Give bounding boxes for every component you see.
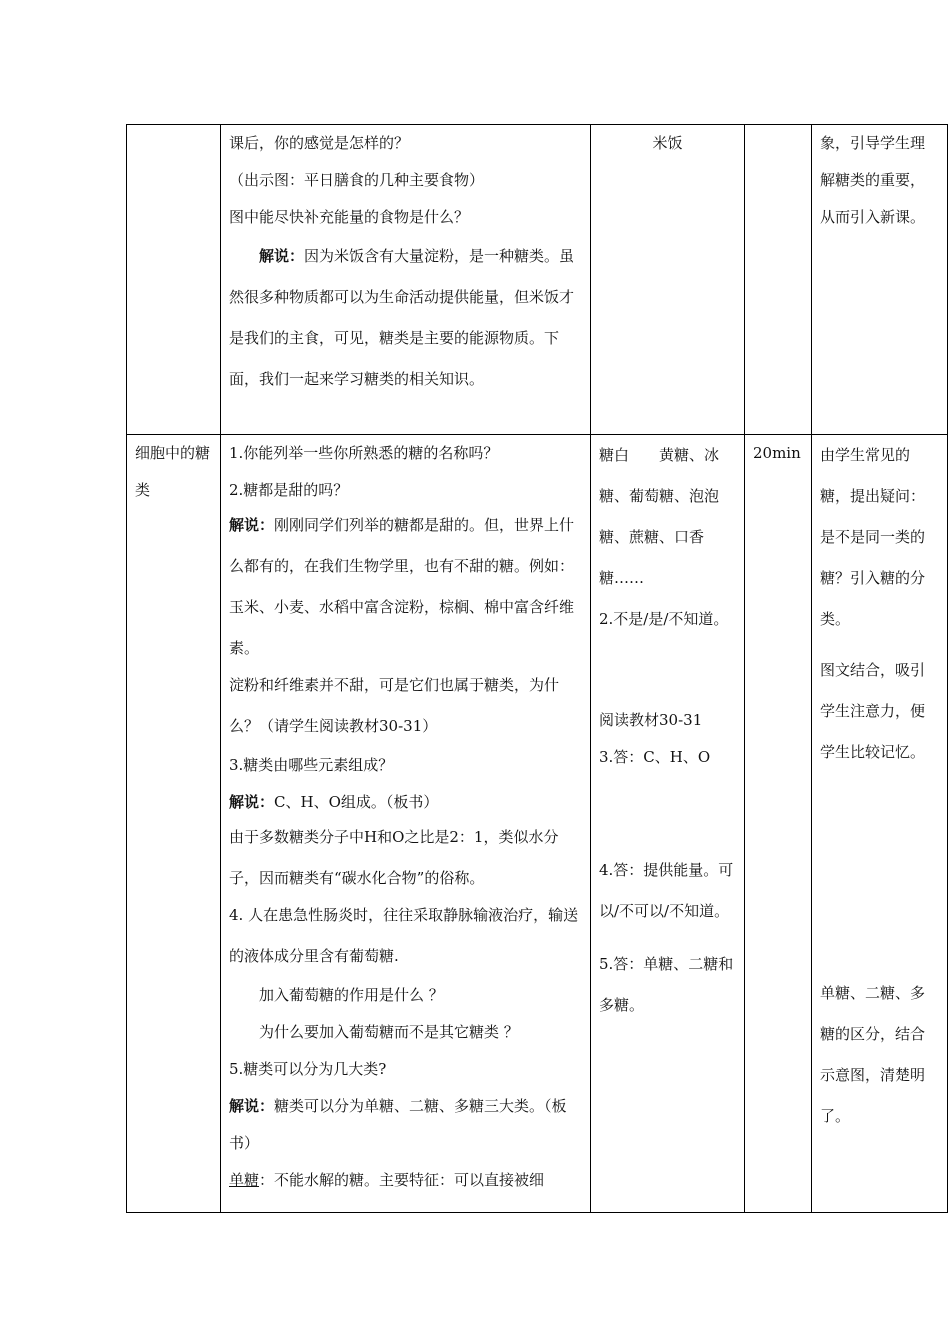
explanation-3: 解说：C、H、O组成。（板书） (229, 793, 439, 811)
explanation-paragraph: 解说：因为米饭含有大量淀粉，是一种糖类。虽然很多种物质都可以为生命活动提供能量，但米饭才是我们的主食，可见，糖类是主要的能源物质。下面，我们一起来学习糖类的相关知识。 (229, 247, 575, 388)
question-5: 5.糖类可以分为几大类? (229, 1060, 387, 1078)
intent-text: 象，引导学生理解糖类的重要，从而引入新课。 (820, 134, 926, 226)
intent-2: 图文结合，吸引学生注意力，便学生比较记忆。 (820, 661, 926, 761)
student-activity-cell (591, 435, 745, 1213)
student-answer-3b: 3.答：C、H、O (599, 748, 711, 766)
student-answer-2: 2.不是/是/不知道。 (599, 610, 729, 628)
student-activity-cell (591, 125, 745, 435)
question-1: 1.你能列举一些你所熟悉的糖的名称吗？ (229, 444, 499, 462)
student-answer-4: 4.答：提供能量。可以/不可以/不知道。 (599, 861, 734, 920)
question-2: 2.糖都是甜的吗？ (229, 481, 349, 499)
teacher-activity-cell (221, 125, 591, 435)
teacher-line: （出示图：平日膳食的几种主要食物） (229, 171, 485, 189)
topic-cell (127, 125, 221, 435)
explain-label: 解说： (259, 247, 305, 265)
student-answer-1: 糖白 黄糖、冰糖、葡萄糖、泡泡糖、蔗糖、口香糖…… (599, 446, 720, 587)
topic-title: 细胞中的糖类 (135, 444, 211, 499)
monosaccharide-line: 单糖：不能水解的糖。主要特征：可以直接被细 (229, 1171, 545, 1189)
intent-3: 单糖、二糖、多糖的区分，结合示意图，清楚明了。 (820, 984, 926, 1125)
question-4: 4. 人在患急性肠炎时，往往采取静脉输液治疗，输送的液体成分里含有葡萄糖. (229, 906, 579, 965)
teacher-activity-cell (221, 435, 591, 1213)
ratio-note: 由于多数糖类分子中H和O之比是2：1，类似水分子，因而糖类有“碳水化合物”的俗称。 (229, 828, 559, 887)
intent-cell (812, 435, 948, 1213)
teacher-line: 课后，你的感觉是怎样的？ (229, 134, 410, 152)
question-4b: 为什么要加入葡萄糖而不是其它糖类 ？ (259, 1023, 519, 1041)
time-text: 20min (753, 444, 801, 462)
question-3: 3.糖类由哪些元素组成？ (229, 756, 394, 774)
question-4a: 加入葡萄糖的作用是什么 ？ (259, 986, 444, 1004)
lesson-plan-table (126, 124, 948, 1213)
student-answer-3a: 阅读教材30-31 (599, 711, 703, 729)
intent-1: 由学生常见的糖，提出疑问：是不是同一类的糖？引入糖的分类。 (820, 446, 926, 628)
explanation-5: 解说：糖类可以分为单糖、二糖、多糖三大类。（板书） (229, 1097, 567, 1152)
intent-cell (812, 125, 948, 435)
time-cell (745, 435, 812, 1213)
teacher-line: 图中能尽快补充能量的食物是什么？ (229, 208, 470, 226)
table-row (127, 435, 948, 1213)
table-row (127, 125, 948, 435)
student-answer: 米饭 (652, 134, 683, 152)
student-answer-5: 5.答：单糖、二糖和多糖。 (599, 955, 734, 1014)
topic-cell (127, 435, 221, 1213)
starch-question: 淀粉和纤维素并不甜，可是它们也属于糖类，为什么？（请学生阅读教材30-31） (229, 676, 560, 735)
explanation-2: 解说：刚刚同学们列举的糖都是甜的。但，世界上什么都有的，在我们生物学里，也有不甜的糖。例如：玉米、小麦、水稻中富含淀粉，棕榈、棉中富含纤维素。 (229, 516, 575, 657)
time-cell (745, 125, 812, 435)
